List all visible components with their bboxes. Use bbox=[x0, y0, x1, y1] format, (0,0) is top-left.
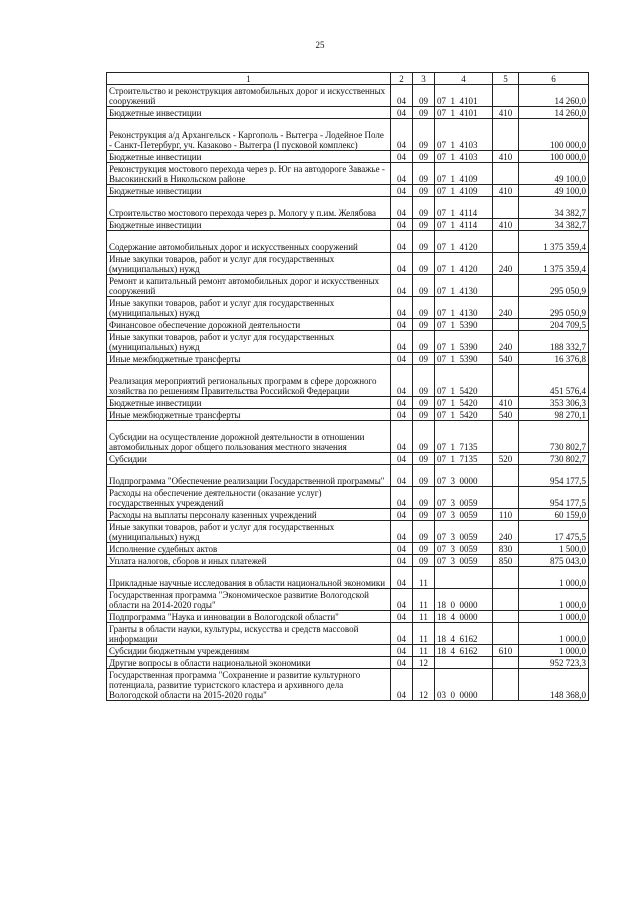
row-target-code: 07 1 4109 bbox=[435, 163, 493, 185]
row-subsection: 09 bbox=[413, 253, 435, 275]
row-name: Иные закупки товаров, работ и услуг для государственных (муниципальных) нужд bbox=[107, 253, 391, 275]
row-name: Государственная программа "Сохранение и развитие культурного потенциала, развитие туристского кластера и архивного дела Вологодской области на 2015-2020 годы" bbox=[107, 669, 391, 701]
row-section: 04 bbox=[391, 555, 413, 567]
row-name: Строительство мостового перехода через р. Мологу у п.им. Желябова bbox=[107, 197, 391, 219]
table-row bbox=[107, 409, 589, 421]
row-section: 04 bbox=[391, 353, 413, 365]
row-amount: 14 260,0 bbox=[519, 107, 589, 119]
row-name: Иные закупки товаров, работ и услуг для государственных (муниципальных) нужд bbox=[107, 331, 391, 353]
row-amount: 1 000,0 bbox=[519, 645, 589, 657]
table-row bbox=[107, 421, 589, 453]
row-subsection: 09 bbox=[413, 275, 435, 297]
row-name: Субсидии на осуществление дорожной деятельности в отношении автомобильных дорог общего пользования местного значения bbox=[107, 421, 391, 453]
row-target-code: 07 1 4130 bbox=[435, 297, 493, 319]
row-target-code: 07 3 0059 bbox=[435, 555, 493, 567]
row-name: Исполнение судебных актов bbox=[107, 543, 391, 555]
header-col-5: 5 bbox=[493, 73, 519, 85]
row-section: 04 bbox=[391, 275, 413, 297]
row-expense-type bbox=[493, 197, 519, 219]
row-section: 04 bbox=[391, 365, 413, 397]
row-subsection: 11 bbox=[413, 623, 435, 645]
row-target-code: 03 0 0000 bbox=[435, 669, 493, 701]
row-expense-type: 520 bbox=[493, 453, 519, 465]
row-expense-type bbox=[493, 231, 519, 253]
row-section: 04 bbox=[391, 611, 413, 623]
header-col-3: 3 bbox=[413, 73, 435, 85]
row-section: 04 bbox=[391, 397, 413, 409]
row-subsection: 09 bbox=[413, 319, 435, 331]
row-section: 04 bbox=[391, 465, 413, 487]
row-expense-type bbox=[493, 421, 519, 453]
row-name: Уплата налогов, сборов и иных платежей bbox=[107, 555, 391, 567]
row-target-code: 07 1 4101 bbox=[435, 85, 493, 107]
row-expense-type: 540 bbox=[493, 409, 519, 421]
row-amount: 1 000,0 bbox=[519, 623, 589, 645]
table-body bbox=[107, 85, 589, 701]
row-section: 04 bbox=[391, 521, 413, 543]
row-name: Государственная программа "Экономическое развитие Вологодской области на 2014-2020 годы" bbox=[107, 589, 391, 611]
row-amount: 353 306,3 bbox=[519, 397, 589, 409]
table-row bbox=[107, 85, 589, 107]
row-name: Субсидии bbox=[107, 453, 391, 465]
row-section: 04 bbox=[391, 645, 413, 657]
row-target-code bbox=[435, 657, 493, 669]
row-target-code: 07 1 4130 bbox=[435, 275, 493, 297]
row-expense-type bbox=[493, 487, 519, 509]
row-name: Иные закупки товаров, работ и услуг для государственных (муниципальных) нужд bbox=[107, 297, 391, 319]
row-section: 04 bbox=[391, 669, 413, 701]
row-subsection: 09 bbox=[413, 163, 435, 185]
row-section: 04 bbox=[391, 151, 413, 163]
row-expense-type: 410 bbox=[493, 397, 519, 409]
table-row bbox=[107, 465, 589, 487]
table-row bbox=[107, 657, 589, 669]
row-amount: 730 802,7 bbox=[519, 421, 589, 453]
row-subsection: 11 bbox=[413, 567, 435, 589]
row-name: Финансовое обеспечение дорожной деятельности bbox=[107, 319, 391, 331]
row-expense-type: 410 bbox=[493, 219, 519, 231]
row-target-code: 07 1 5420 bbox=[435, 409, 493, 421]
row-section: 04 bbox=[391, 421, 413, 453]
table-row bbox=[107, 567, 589, 589]
row-amount: 14 260,0 bbox=[519, 85, 589, 107]
row-section: 04 bbox=[391, 589, 413, 611]
table-row bbox=[107, 231, 589, 253]
row-amount: 34 382,7 bbox=[519, 219, 589, 231]
row-subsection: 09 bbox=[413, 521, 435, 543]
row-subsection: 11 bbox=[413, 645, 435, 657]
header-col-6: 6 bbox=[519, 73, 589, 85]
table-row bbox=[107, 669, 589, 701]
row-amount: 875 043,0 bbox=[519, 555, 589, 567]
row-subsection: 09 bbox=[413, 555, 435, 567]
table-row bbox=[107, 555, 589, 567]
row-expense-type bbox=[493, 611, 519, 623]
row-name: Бюджетные инвестиции bbox=[107, 107, 391, 119]
row-subsection: 09 bbox=[413, 107, 435, 119]
row-name: Подпрограмма "Наука и инновации в Вологодской области" bbox=[107, 611, 391, 623]
row-target-code: 07 1 4120 bbox=[435, 253, 493, 275]
row-name: Реконструкция мостового перехода через р. Юг на автодороге Заважье - Высокинский в Никольском районе bbox=[107, 163, 391, 185]
row-amount: 49 100,0 bbox=[519, 163, 589, 185]
row-name: Подпрограмма "Обеспечение реализации Государственной программы" bbox=[107, 465, 391, 487]
row-subsection: 09 bbox=[413, 353, 435, 365]
row-subsection: 09 bbox=[413, 453, 435, 465]
row-section: 04 bbox=[391, 85, 413, 107]
row-target-code: 18 4 0000 bbox=[435, 611, 493, 623]
row-target-code: 07 1 4109 bbox=[435, 185, 493, 197]
row-target-code: 07 3 0059 bbox=[435, 509, 493, 521]
row-expense-type: 410 bbox=[493, 185, 519, 197]
row-subsection: 11 bbox=[413, 589, 435, 611]
row-name: Бюджетные инвестиции bbox=[107, 151, 391, 163]
row-amount: 1 000,0 bbox=[519, 567, 589, 589]
row-expense-type: 410 bbox=[493, 151, 519, 163]
row-expense-type bbox=[493, 589, 519, 611]
row-name: Иные межбюджетные трансферты bbox=[107, 409, 391, 421]
row-expense-type: 610 bbox=[493, 645, 519, 657]
row-amount: 16 376,8 bbox=[519, 353, 589, 365]
row-section: 04 bbox=[391, 297, 413, 319]
row-amount: 188 332,7 bbox=[519, 331, 589, 353]
row-expense-type bbox=[493, 669, 519, 701]
row-section: 04 bbox=[391, 219, 413, 231]
table-row bbox=[107, 163, 589, 185]
row-name: Расходы на обеспечение деятельности (оказание услуг) государственных учреждений bbox=[107, 487, 391, 509]
table-row bbox=[107, 185, 589, 197]
row-target-code: 07 1 5420 bbox=[435, 365, 493, 397]
row-amount: 148 368,0 bbox=[519, 669, 589, 701]
row-expense-type: 110 bbox=[493, 509, 519, 521]
row-section: 04 bbox=[391, 657, 413, 669]
table-row bbox=[107, 297, 589, 319]
row-section: 04 bbox=[391, 253, 413, 275]
row-amount: 954 177,5 bbox=[519, 487, 589, 509]
row-target-code: 07 1 4114 bbox=[435, 197, 493, 219]
table-row bbox=[107, 623, 589, 645]
row-amount: 295 050,9 bbox=[519, 297, 589, 319]
row-target-code: 07 3 0059 bbox=[435, 543, 493, 555]
row-target-code: 07 3 0000 bbox=[435, 465, 493, 487]
row-expense-type bbox=[493, 319, 519, 331]
row-expense-type bbox=[493, 657, 519, 669]
row-amount: 730 802,7 bbox=[519, 453, 589, 465]
row-subsection: 09 bbox=[413, 509, 435, 521]
row-subsection: 12 bbox=[413, 657, 435, 669]
row-subsection: 09 bbox=[413, 331, 435, 353]
row-amount: 1 000,0 bbox=[519, 611, 589, 623]
row-target-code: 07 1 4103 bbox=[435, 151, 493, 163]
table-row bbox=[107, 253, 589, 275]
row-subsection: 12 bbox=[413, 669, 435, 701]
row-section: 04 bbox=[391, 231, 413, 253]
row-expense-type bbox=[493, 365, 519, 397]
row-amount: 204 709,5 bbox=[519, 319, 589, 331]
row-subsection: 09 bbox=[413, 465, 435, 487]
row-name: Ремонт и капитальный ремонт автомобильных дорог и искусственных сооружений bbox=[107, 275, 391, 297]
row-expense-type bbox=[493, 163, 519, 185]
row-section: 04 bbox=[391, 107, 413, 119]
row-section: 04 bbox=[391, 567, 413, 589]
row-section: 04 bbox=[391, 543, 413, 555]
row-expense-type: 540 bbox=[493, 353, 519, 365]
row-amount: 295 050,9 bbox=[519, 275, 589, 297]
row-section: 04 bbox=[391, 197, 413, 219]
row-section: 04 bbox=[391, 163, 413, 185]
row-subsection: 09 bbox=[413, 543, 435, 555]
row-section: 04 bbox=[391, 185, 413, 197]
header-col-4: 4 bbox=[435, 73, 493, 85]
row-subsection: 09 bbox=[413, 85, 435, 107]
row-target-code: 07 1 7135 bbox=[435, 421, 493, 453]
table-row bbox=[107, 453, 589, 465]
row-expense-type: 850 bbox=[493, 555, 519, 567]
row-name: Прикладные научные исследования в области национальной экономики bbox=[107, 567, 391, 589]
row-amount: 952 723,3 bbox=[519, 657, 589, 669]
table-row bbox=[107, 543, 589, 555]
row-section: 04 bbox=[391, 119, 413, 151]
row-target-code: 07 1 4114 bbox=[435, 219, 493, 231]
table-row bbox=[107, 275, 589, 297]
row-expense-type: 240 bbox=[493, 253, 519, 275]
row-target-code: 07 1 5390 bbox=[435, 319, 493, 331]
row-expense-type: 240 bbox=[493, 331, 519, 353]
table-row bbox=[107, 119, 589, 151]
row-name: Субсидии бюджетным учреждениям bbox=[107, 645, 391, 657]
row-name: Бюджетные инвестиции bbox=[107, 185, 391, 197]
row-section: 04 bbox=[391, 453, 413, 465]
row-expense-type bbox=[493, 119, 519, 151]
row-amount: 98 270,1 bbox=[519, 409, 589, 421]
row-section: 04 bbox=[391, 409, 413, 421]
budget-table bbox=[106, 72, 589, 701]
row-amount: 34 382,7 bbox=[519, 197, 589, 219]
row-expense-type bbox=[493, 567, 519, 589]
row-section: 04 bbox=[391, 331, 413, 353]
row-subsection: 09 bbox=[413, 397, 435, 409]
row-expense-type bbox=[493, 465, 519, 487]
row-subsection: 09 bbox=[413, 231, 435, 253]
row-name: Реализация мероприятий региональных программ в сфере дорожного хозяйства по решениям Правительства Российской Федерации bbox=[107, 365, 391, 397]
row-section: 04 bbox=[391, 487, 413, 509]
row-amount: 100 000,0 bbox=[519, 119, 589, 151]
table-row bbox=[107, 151, 589, 163]
row-subsection: 09 bbox=[413, 421, 435, 453]
row-expense-type bbox=[493, 275, 519, 297]
row-expense-type: 410 bbox=[493, 107, 519, 119]
row-subsection: 09 bbox=[413, 365, 435, 397]
row-amount: 1 500,0 bbox=[519, 543, 589, 555]
row-name: Бюджетные инвестиции bbox=[107, 219, 391, 231]
row-name: Содержание автомобильных дорог и искусственных сооружений bbox=[107, 231, 391, 253]
row-subsection: 09 bbox=[413, 185, 435, 197]
row-subsection: 11 bbox=[413, 611, 435, 623]
row-target-code: 07 1 5390 bbox=[435, 331, 493, 353]
row-expense-type: 240 bbox=[493, 297, 519, 319]
row-target-code: 07 1 5420 bbox=[435, 397, 493, 409]
row-name: Иные межбюджетные трансферты bbox=[107, 353, 391, 365]
row-target-code: 07 1 4101 bbox=[435, 107, 493, 119]
row-amount: 1 375 359,4 bbox=[519, 253, 589, 275]
row-subsection: 09 bbox=[413, 487, 435, 509]
row-target-code: 18 4 6162 bbox=[435, 623, 493, 645]
row-subsection: 09 bbox=[413, 119, 435, 151]
row-expense-type bbox=[493, 85, 519, 107]
table-row bbox=[107, 219, 589, 231]
table-row bbox=[107, 107, 589, 119]
row-subsection: 09 bbox=[413, 197, 435, 219]
table-row bbox=[107, 509, 589, 521]
row-amount: 49 100,0 bbox=[519, 185, 589, 197]
row-amount: 17 475,5 bbox=[519, 521, 589, 543]
row-name: Строительство и реконструкция автомобильных дорог и искусственных сооружений bbox=[107, 85, 391, 107]
row-target-code: 07 1 4103 bbox=[435, 119, 493, 151]
row-subsection: 09 bbox=[413, 297, 435, 319]
row-amount: 954 177,5 bbox=[519, 465, 589, 487]
table-row bbox=[107, 331, 589, 353]
table-row bbox=[107, 589, 589, 611]
row-target-code: 18 0 0000 bbox=[435, 589, 493, 611]
row-target-code: 07 3 0059 bbox=[435, 521, 493, 543]
row-amount: 60 159,0 bbox=[519, 509, 589, 521]
row-section: 04 bbox=[391, 623, 413, 645]
table-row bbox=[107, 365, 589, 397]
table-row bbox=[107, 353, 589, 365]
row-target-code bbox=[435, 567, 493, 589]
row-target-code: 07 1 5390 bbox=[435, 353, 493, 365]
header-col-1: 1 bbox=[107, 73, 391, 85]
row-subsection: 09 bbox=[413, 219, 435, 231]
table-row bbox=[107, 397, 589, 409]
row-name: Расходы на выплаты персоналу казенных учреждений bbox=[107, 509, 391, 521]
row-name: Иные закупки товаров, работ и услуг для государственных (муниципальных) нужд bbox=[107, 521, 391, 543]
row-amount: 100 000,0 bbox=[519, 151, 589, 163]
row-expense-type: 830 bbox=[493, 543, 519, 555]
row-section: 04 bbox=[391, 509, 413, 521]
header-row bbox=[107, 73, 589, 85]
table-row bbox=[107, 319, 589, 331]
table-row bbox=[107, 611, 589, 623]
row-name: Бюджетные инвестиции bbox=[107, 397, 391, 409]
header-col-2: 2 bbox=[391, 73, 413, 85]
table-row bbox=[107, 645, 589, 657]
row-amount: 1 375 359,4 bbox=[519, 231, 589, 253]
row-name: Другие вопросы в области национальной экономики bbox=[107, 657, 391, 669]
row-name: Реконструкция а/д Архангельск - Каргополь - Вытегра - Лодейное Поле - Санкт-Петербург, уч. Казаково - Вытегра (I пусковой комплекс) bbox=[107, 119, 391, 151]
row-section: 04 bbox=[391, 319, 413, 331]
table-row bbox=[107, 487, 589, 509]
table-row bbox=[107, 521, 589, 543]
row-amount: 1 000,0 bbox=[519, 589, 589, 611]
row-target-code: 07 1 7135 bbox=[435, 453, 493, 465]
row-amount: 451 576,4 bbox=[519, 365, 589, 397]
row-target-code: 07 3 0059 bbox=[435, 487, 493, 509]
row-subsection: 09 bbox=[413, 409, 435, 421]
table-row bbox=[107, 197, 589, 219]
page-number: 25 bbox=[315, 40, 325, 50]
row-target-code: 18 4 6162 bbox=[435, 645, 493, 657]
row-name: Гранты в области науки, культуры, искусства и средств массовой информации bbox=[107, 623, 391, 645]
row-target-code: 07 1 4120 bbox=[435, 231, 493, 253]
row-expense-type bbox=[493, 623, 519, 645]
row-subsection: 09 bbox=[413, 151, 435, 163]
row-expense-type: 240 bbox=[493, 521, 519, 543]
